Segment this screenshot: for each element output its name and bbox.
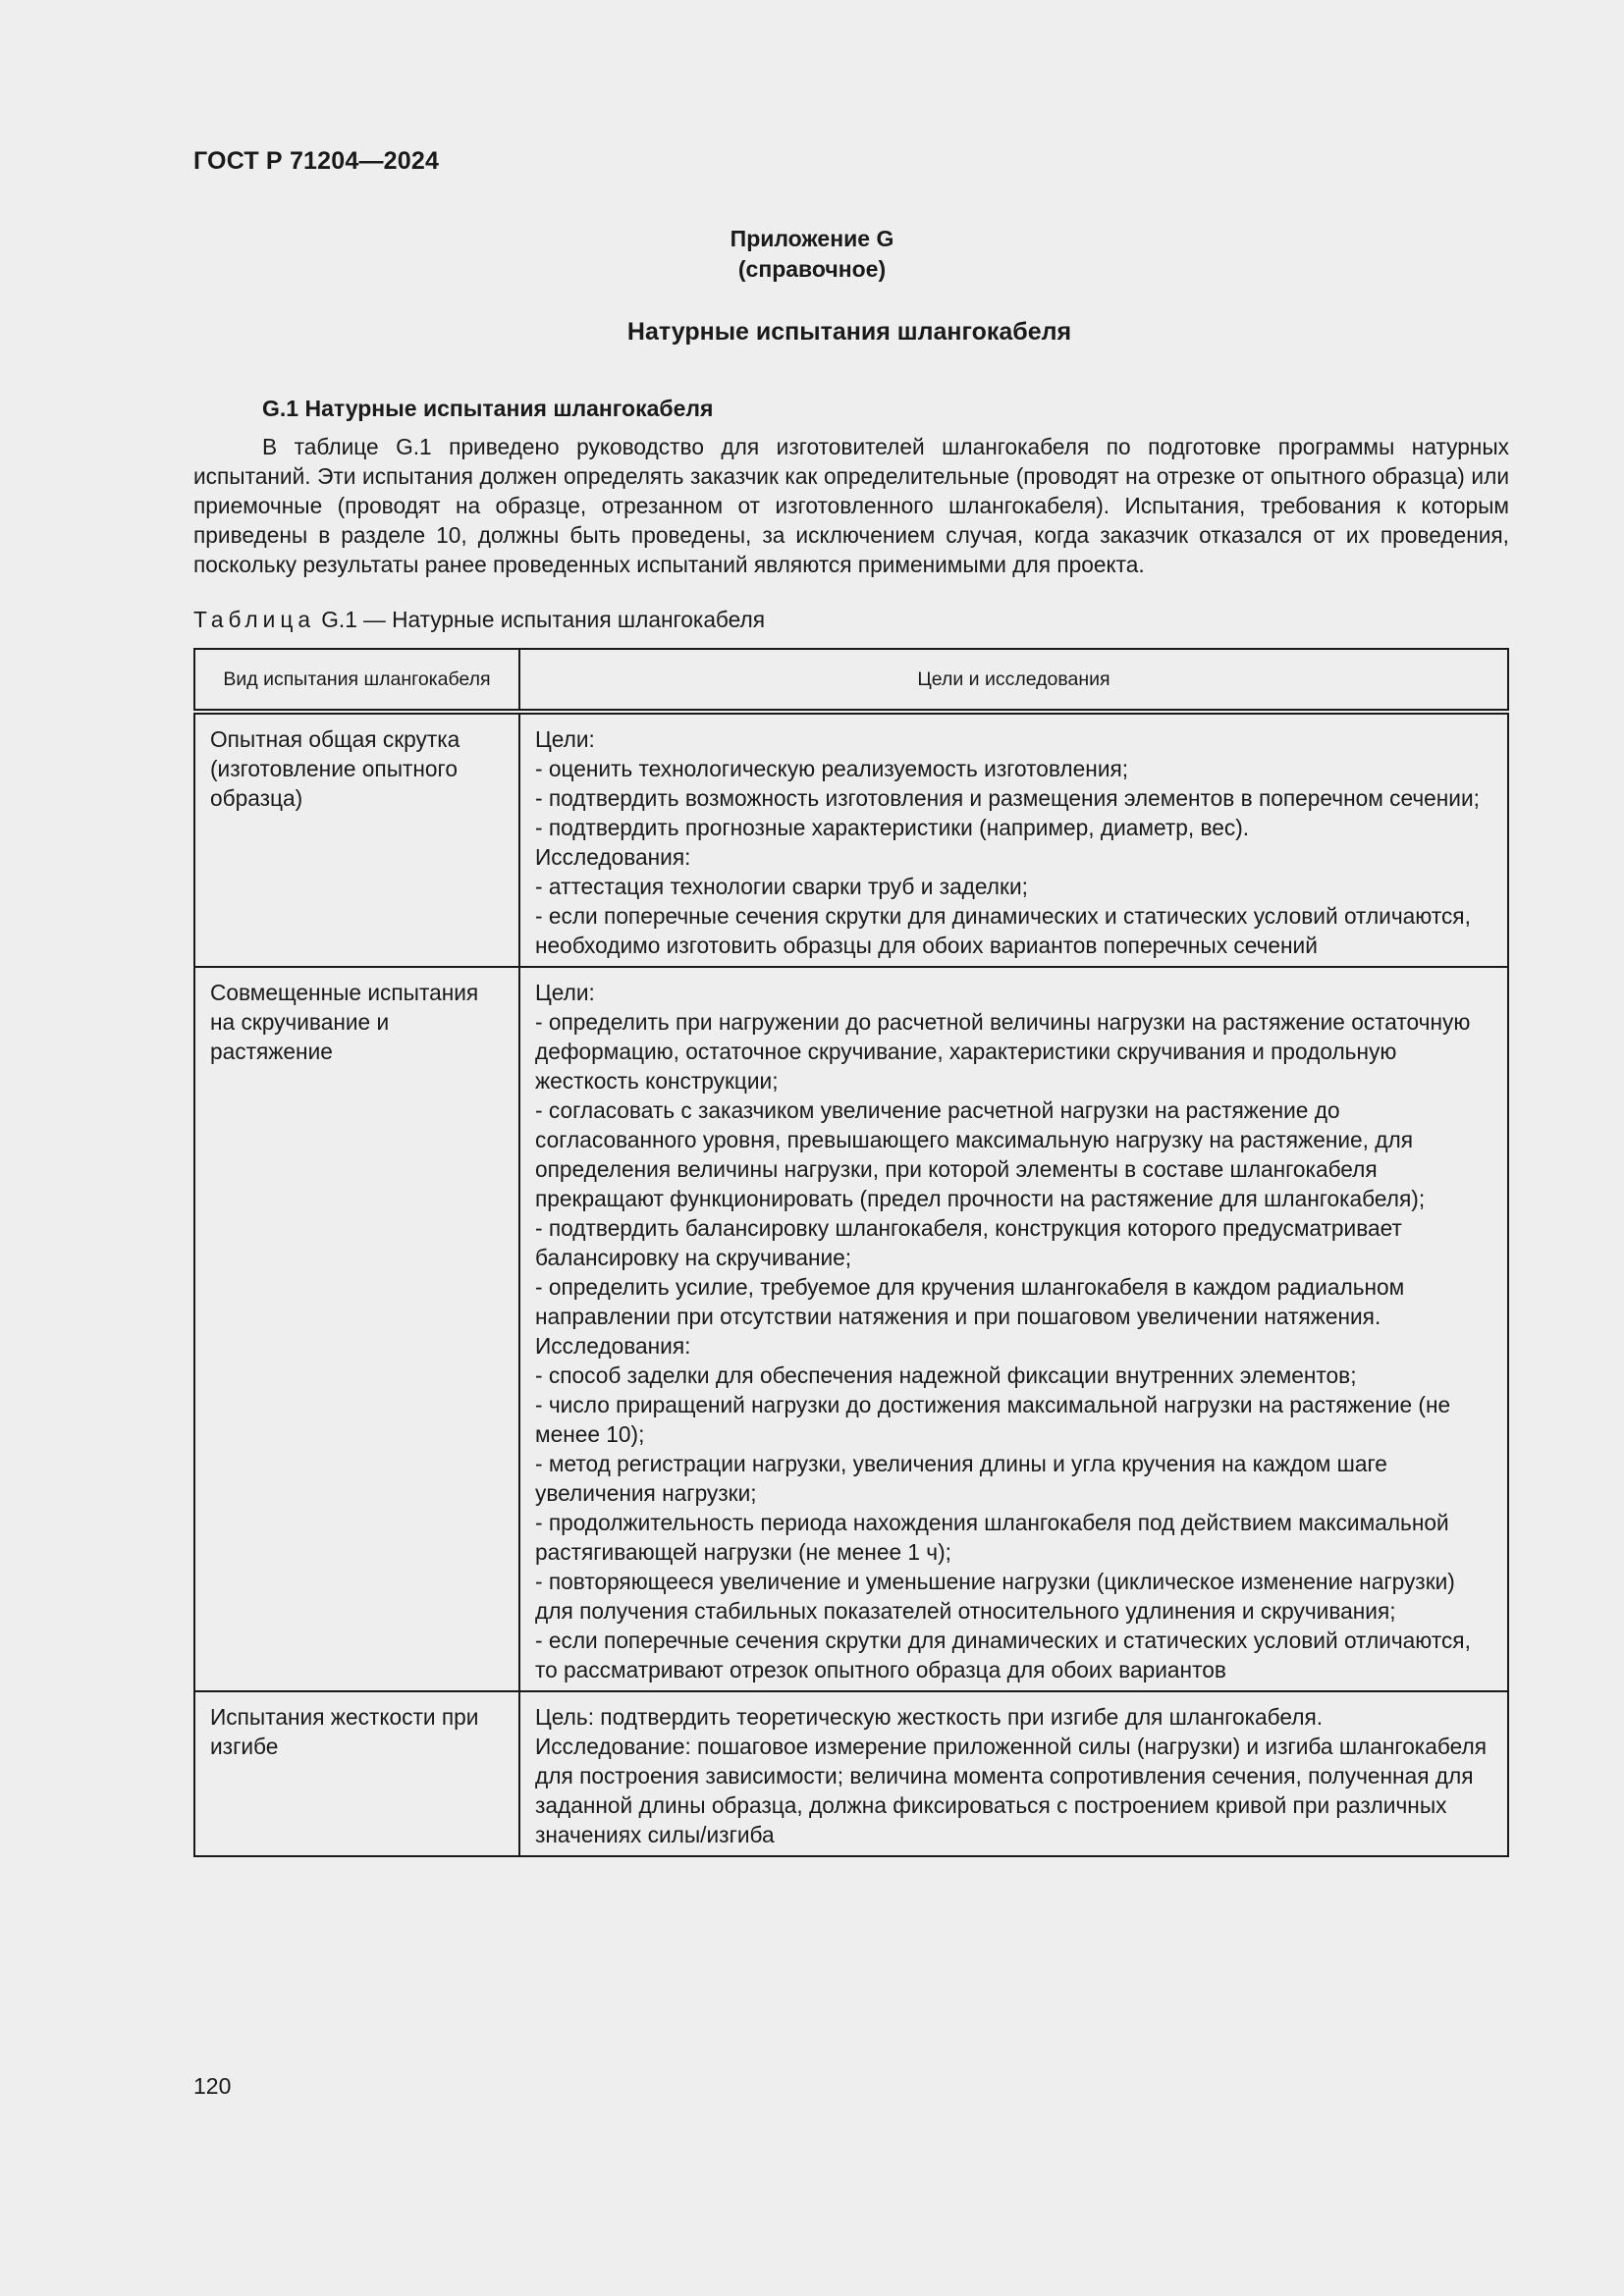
annex-label: Приложение G bbox=[730, 226, 894, 251]
row-line: - определить усилие, требуемое для кручения шлангокабеля в каждом радиальном направлении при отсутствии натяжения и при пошаговом увеличении натяжения. bbox=[535, 1274, 1405, 1329]
row-line: - аттестация технологии сварки труб и заделки; bbox=[535, 874, 1028, 899]
annex-title: Натурные испытания шлангокабеля bbox=[626, 318, 1072, 346]
table-row bbox=[194, 967, 1508, 1691]
page-number: 120 bbox=[193, 2073, 232, 2099]
table-caption-word: Таблица bbox=[193, 607, 315, 632]
row-goals bbox=[519, 967, 1508, 1691]
row-line: - число приращений нагрузки до достижения максимальной нагрузки на растяжение (не менее 10); bbox=[535, 1392, 1451, 1447]
table-header-row bbox=[194, 649, 1508, 712]
row-line: - оценить технологическую реализуемость изготовления; bbox=[535, 756, 1129, 781]
row-line: - если поперечные сечения скрутки для динамических и статических условий отличаются, то рассматривают отрезок опытного образца для обоих вариантов bbox=[535, 1628, 1471, 1682]
tests-table bbox=[193, 648, 1509, 1857]
row-line: Исследования: bbox=[535, 844, 691, 870]
section-heading: G.1 Натурные испытания шлангокабеля bbox=[262, 396, 714, 421]
table-caption bbox=[193, 607, 765, 633]
table-row bbox=[194, 712, 1508, 967]
row-line: - повторяющееся увеличение и уменьшение нагрузки (циклическое изменение нагрузки) для получения стабильных показателей относительного удлинения и скручивания; bbox=[535, 1569, 1455, 1624]
row-line: - метод регистрации нагрузки, увеличения длины и угла кручения на каждом шаге увеличения нагрузки; bbox=[535, 1451, 1387, 1506]
row-line: - подтвердить прогнозные характеристики (например, диаметр, вес). bbox=[535, 815, 1250, 840]
row-line: - подтвердить возможность изготовления и размещения элементов в поперечном сечении; bbox=[535, 785, 1480, 811]
row-line: - способ заделки для обеспечения надежной фиксации внутренних элементов; bbox=[535, 1362, 1357, 1388]
row-line: - если поперечные сечения скрутки для динамических и статических условий отличаются, необходимо изготовить образцы для обоих вариантов поперечных сечений bbox=[535, 903, 1471, 958]
row-test-type: Совмещенные испытания на скручивание и растяжение bbox=[194, 967, 519, 1691]
row-goals bbox=[519, 712, 1508, 967]
row-line: - подтвердить балансировку шлангокабеля, конструкция которого предусматривает балансировку на скручивание; bbox=[535, 1215, 1402, 1270]
row-line: - определить при нагружении до расчетной величины нагрузки на растяжение остаточную деформацию, остаточное скручивание, характеристики скручивания и продольную жесткость конструкции; bbox=[535, 1009, 1471, 1094]
annex-heading bbox=[0, 224, 1624, 285]
table-row bbox=[194, 1691, 1508, 1856]
header-goals: Цели и исследования bbox=[519, 649, 1508, 712]
row-test-type: Испытания жесткости при изгибе bbox=[194, 1691, 519, 1856]
row-line: - согласовать с заказчиком увеличение расчетной нагрузки на растяжение до согласованного уровня, превышающего максимальную нагрузку на растяжение, для определения величины нагрузки, при которой элементы в составе шлангокабеля прекращают функционировать (предел прочности на растяжение для шлангокабеля); bbox=[535, 1097, 1426, 1211]
header-test-type: Вид испытания шлангокабеля bbox=[194, 649, 519, 712]
document-code: ГОСТ Р 71204—2024 bbox=[193, 147, 440, 175]
row-line: Цели: bbox=[535, 980, 595, 1005]
row-test-type: Опытная общая скрутка (изготовление опытного образца) bbox=[194, 712, 519, 967]
table-caption-text: G.1 — Натурные испытания шлангокабеля bbox=[321, 607, 766, 632]
row-line: Цель: подтвердить теоретическую жесткость при изгибе для шлангокабеля. bbox=[535, 1704, 1324, 1730]
row-line: Цели: bbox=[535, 726, 595, 752]
row-line: Исследования: bbox=[535, 1333, 691, 1359]
row-line: Исследование: пошаговое измерение приложенной силы (нагрузки) и изгиба шлангокабеля для построения зависимости; величина момента сопротивления сечения, полученная для заданной длины образца, должна фиксироваться с построением кривой при различных значениях силы/изгиба bbox=[535, 1734, 1487, 1847]
annex-type: (справочное) bbox=[737, 256, 887, 282]
section-paragraph: В таблице G.1 приведено руководство для изготовителей шлангокабеля по подготовке программы натурных испытаний. Эти испытания должен определять заказчик как определительные (проводят на отрезке от опытного образца) или приемочные (проводят на образце, отрезанном от изготовленного шлангокабеля). Испытания, требования к которым приведены в разделе 10, должны быть проведены, за исключением случая, когда заказчик отказался от их проведения, поскольку результаты ранее проведенных испытаний являются применимыми для проекта. bbox=[193, 434, 1509, 577]
row-line: - продолжительность периода нахождения шлангокабеля под действием максимальной растягивающей нагрузки (не менее 1 ч); bbox=[535, 1510, 1449, 1565]
row-goals bbox=[519, 1691, 1508, 1856]
